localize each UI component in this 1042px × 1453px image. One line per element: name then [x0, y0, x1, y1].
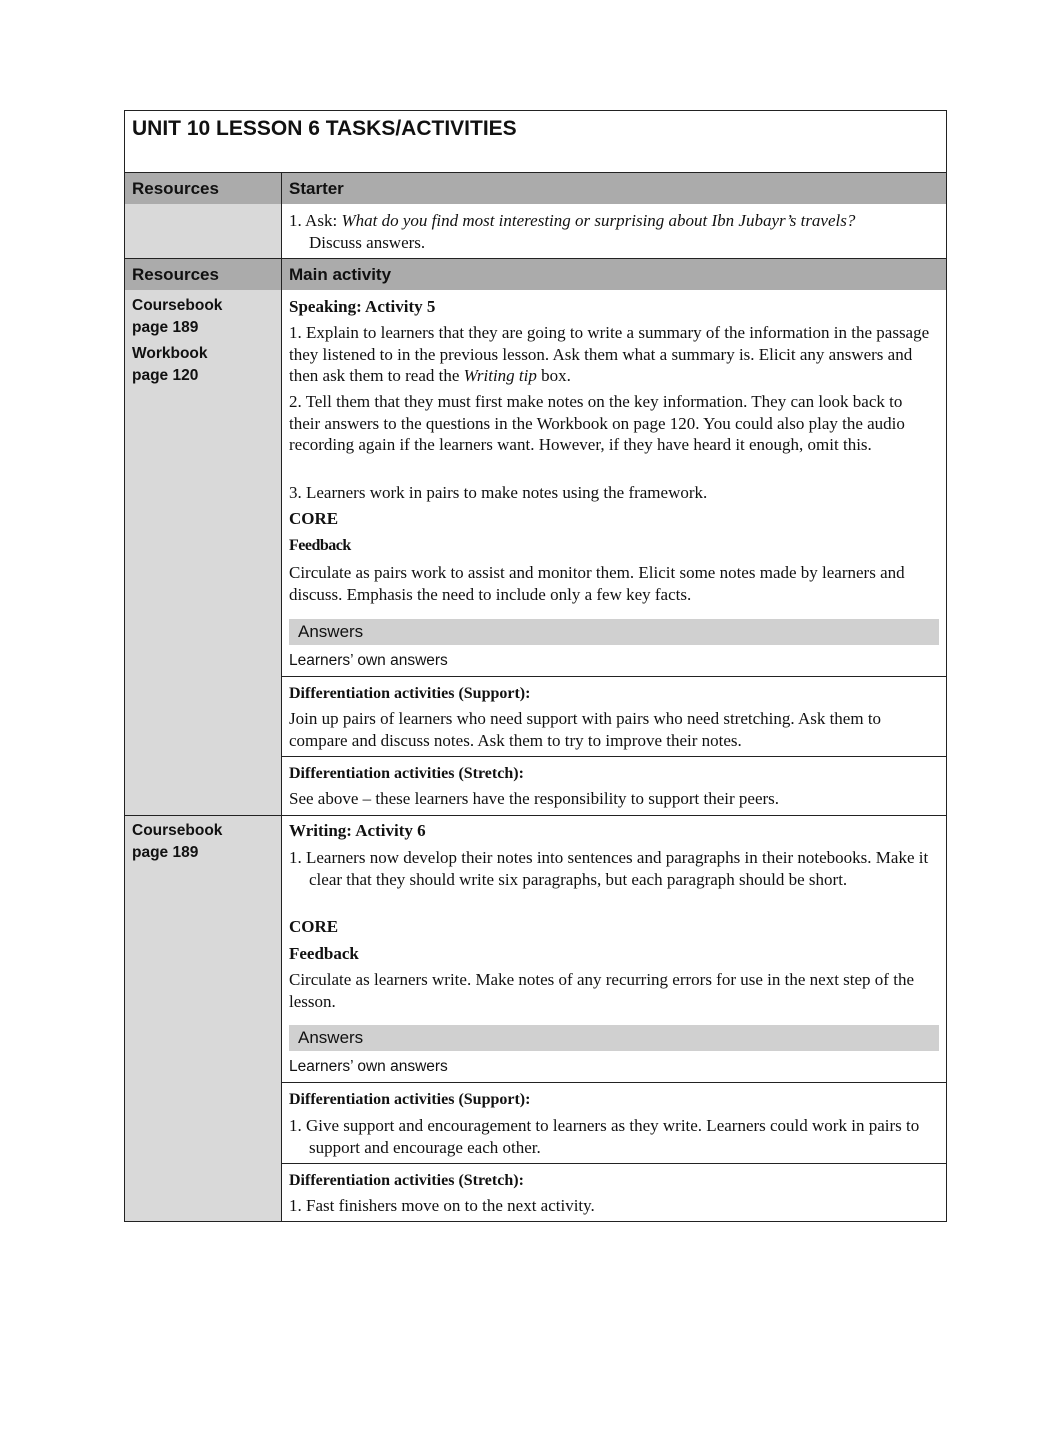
answers-bar: Answers — [289, 1025, 939, 1051]
main-activity-header: Main activity — [289, 265, 392, 284]
paragraph: Join up pairs of learners who need support with pairs who need stretching. Ask them to compare and discuss notes. Ask them to try to improve their notes. — [289, 709, 882, 750]
paragraph: 2. Tell them that they must first make notes on the key information. They can look back to their answers to the questions in the Workbook on page 120. You could also play the audio recording again if the learners want. However, if they have heard it enough, omit this. — [289, 392, 905, 454]
speaking-heading: Speaking: Activity 5 — [289, 297, 436, 316]
core-label: CORE — [289, 509, 339, 528]
paragraph: 1. Give support and encouragement to learners as they write. Learners could work in pairs to support and encourage each other. — [289, 1116, 920, 1157]
paragraph: 3. Learners work in pairs to make notes using the framework. — [289, 483, 708, 502]
resources-list: Coursebook page 189 — [132, 822, 223, 861]
core-label: CORE — [289, 917, 339, 936]
paragraph: 1. Learners now develop their notes into sentences and paragraphs in their notebooks. Make it clear that they should write six paragraphs, but each paragraph should be short. — [289, 848, 929, 889]
paragraph: 1. Fast finishers move on to the next activity. — [289, 1196, 595, 1215]
stretch-heading: Differentiation activities (Stretch): — [289, 765, 524, 782]
answers-text: Learners’ own answers — [289, 1058, 448, 1075]
paragraph: Circulate as pairs work to assist and monitor them. Elicit some notes made by learners and discuss. Emphasis the need to include only a few key facts. — [289, 563, 905, 604]
resources-header: Resources — [132, 265, 219, 284]
stretch-heading: Differentiation activities (Stretch): — [289, 1172, 524, 1189]
writing-heading: Writing: Activity 6 — [289, 821, 426, 840]
resources-header: Resources — [132, 179, 219, 198]
feedback-label: Feedback — [289, 537, 351, 554]
resources-list: Coursebook page 189 Workbook page 120 — [132, 297, 223, 384]
starter-header: Starter — [289, 179, 344, 198]
answers-text: Learners’ own answers — [289, 652, 448, 669]
support-heading: Differentiation activities (Support): — [289, 1091, 531, 1108]
answers-bar: Answers — [289, 619, 939, 645]
paragraph: See above – these learners have the responsibility to support their peers. — [289, 789, 780, 808]
support-heading: Differentiation activities (Support): — [289, 685, 531, 702]
paragraph: Circulate as learners write. Make notes of any recurring errors for use in the next step of the lesson. — [289, 970, 914, 1011]
lesson-table — [124, 110, 947, 1222]
page-title: UNIT 10 LESSON 6 TASKS/ACTIVITIES — [132, 117, 517, 140]
feedback-label: Feedback — [289, 944, 359, 963]
paragraph: 1. Explain to learners that they are going to write a summary of the information in the passage they listened to in the previous lesson. Ask them what a summary is. Elicit any answers and then ask them to read the Writing tip box. — [289, 323, 930, 385]
starter-text: 1. Ask: What do you find most interesting or surprising about Ibn Jubayr’s travels? Discuss answers. — [289, 211, 856, 252]
